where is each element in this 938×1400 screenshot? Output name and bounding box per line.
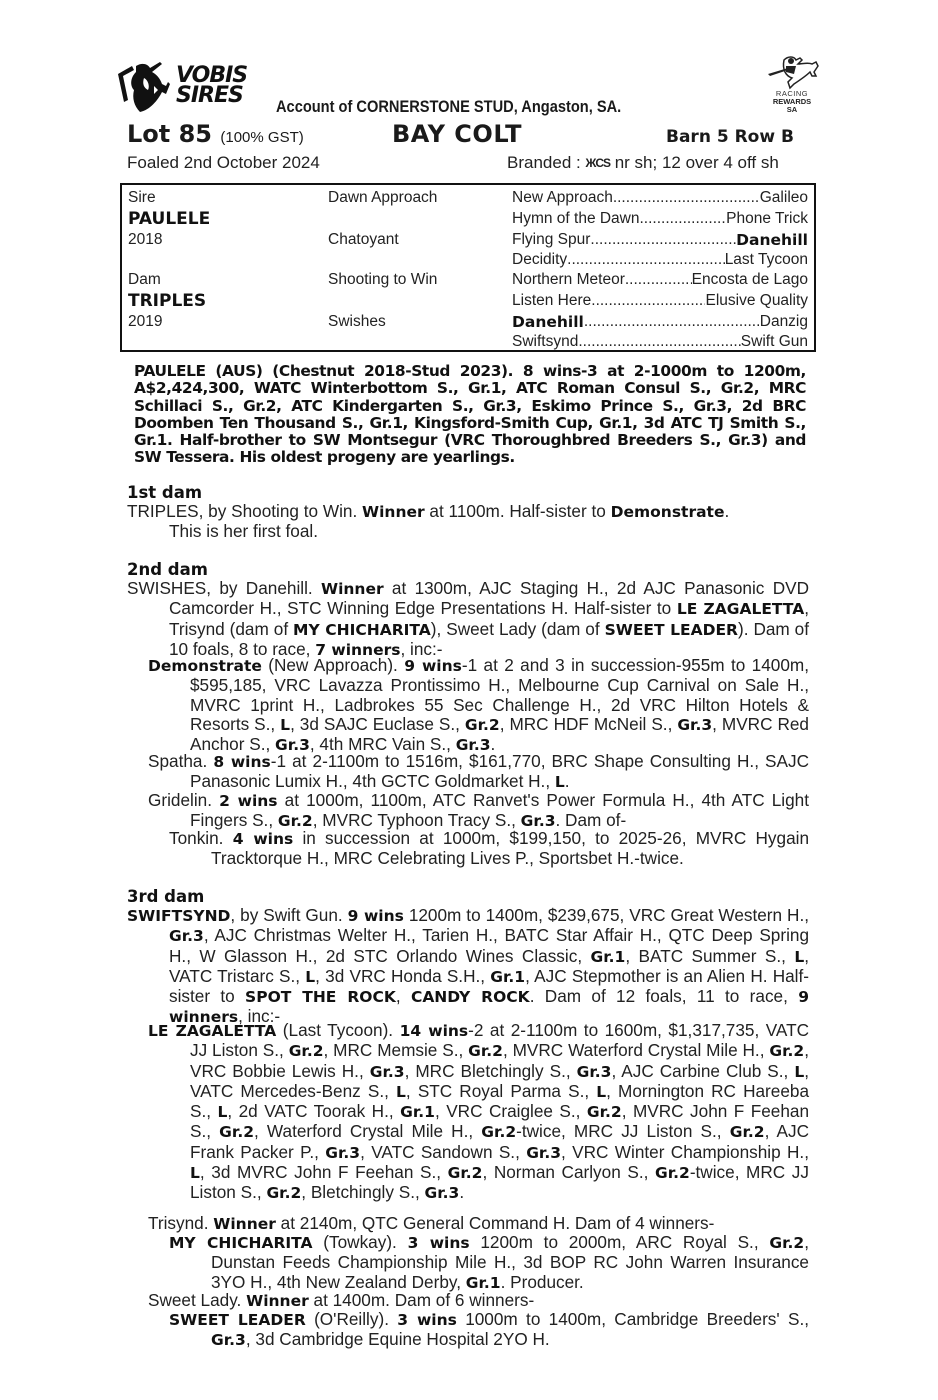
barn-location: Barn 5 Row B [666, 127, 794, 147]
racing-rewards-sa-logo [760, 54, 824, 124]
lot-number [127, 120, 304, 148]
first-dam-text [127, 502, 811, 542]
vendor-account: Account of CORNERSTONE STUD, Angaston, SA. [276, 97, 622, 116]
lot-label: Lot 85 [127, 120, 213, 148]
progeny-sweet-leader: SWEET LEADER (O'Reilly). 3 wins 1000m to 1400m, Cambridge Breeders' S., Gr.3, 3d Cambridge Equine Hospital 2YO H. [169, 1309, 809, 1350]
dam-sire: Shooting to Win [328, 271, 438, 288]
progeny-trisynd: Trisynd. Winner at 2140m, QTC General Command H. Dam of 4 winners- [148, 1213, 715, 1233]
brand-details [507, 153, 779, 173]
gen3-row: Hymn of the Dawn ..... Phone Trick [512, 209, 808, 229]
foaling-date: Foaled 2nd October 2024 [127, 153, 320, 172]
sire-year: 2018 [128, 231, 163, 248]
sire-sire: Dawn Approach [328, 189, 438, 206]
first-dam-line: TRIPLES, by Shooting to Win. Winner at 1100m. Half-sister to Demonstrate. [127, 501, 730, 521]
third-dam-heading: 3rd dam [127, 887, 205, 906]
progeny-gridelin: Gridelin. 2 wins at 1000m, 1100m, ATC Ranvet's Power Formula H., 4th ATC Light Fingers S., Gr.2, MVRC Typhoon Tracy S., Gr.3. Dam of- [148, 790, 810, 831]
logo-sa: SA [786, 105, 798, 114]
branded-label: Branded : [507, 153, 581, 172]
gst-note: (100% GST) [220, 129, 304, 146]
gen3-row: Northern Meteor ..... Encosta de Lago [512, 270, 808, 290]
branded-text: nr sh; 12 over 4 off sh [614, 153, 779, 172]
sire-summary: PAULELE (AUS) (Chestnut 2018-Stud 2023). 8 wins-3 at 2-1000m to 1200m, A$2,424,300, WATC Winterbottom S., Gr.1, ATC Roman Consul S., Gr.2, MRC Schillaci S., Gr.2, ATC Kindergarten S., Gr.3, Eskimo Prince S., Gr.3, 2d BRC Doomben Ten Thousand S., Gr.1, Kingsford-Smith Cup, Gr.1, 3d ATC TJ Smith S., Gr.1. Half-brother to SW Montsegur (VRC Thoroughbred Breeders S., Gr.3) and SW Tessera. His oldest progeny are yearlings. [134, 362, 806, 467]
horse-description: BAY COLT [392, 120, 523, 148]
gen3-row: New Approach ..... Galileo [512, 188, 808, 208]
dam-dam: Swishes [328, 313, 386, 330]
sire-dam: Chatoyant [328, 231, 399, 248]
racehorse-icon [764, 54, 820, 90]
third-dam-text: SWIFTSYND, by Swift Gun. 9 wins 1200m to 1400m, $239,675, VRC Great Western H., Gr.3, AJC Christmas Welter H., Tarien H., BATC Star Affair H., QTC Deep Spring H., W Glasson H., 2d STC Orlando Wines Classic, Gr.1, BATC Summer S., L, VATC Tristarc S., L, 3d VRC Honda S.H., Gr.1, AJC Stepmother is an Alien H. Half-sister to SPOT THE ROCK, CANDY ROCK. Dam of 12 foals, 11 to race, 9 winners, inc:- [127, 905, 810, 1027]
first-dam-heading: 1st dam [127, 483, 203, 502]
progeny-sweet-lady: Sweet Lady. Winner at 1400m. Dam of 6 winners- [148, 1290, 535, 1310]
progeny-demonstrate: Demonstrate (New Approach). 9 wins-1 at 2 and 3 in succession-955m to 1400m, $595,185, VRC Lavazza Prontissimo H., Melbourne Cup Carnival on Sale H., MVRC 1print H., Ladbrokes 55 Sec Challenge H., 2d VRC Hilton Hotels & Resorts S., L, 3d SAJC Euclase S., Gr.2, MRC HDF McNeil S., Gr.3, MVRC Red Anchor S., Gr.3, 4th MRC Vain S., Gr.3. [148, 655, 809, 755]
progeny-spatha: Spatha. 8 wins-1 at 2-1100m to 1516m, $161,770, BRC Shape Consulting H., SAJC Panasonic Lumix H., 4th GCTC Goldmarket H., L. [148, 751, 809, 792]
progeny-my-chicharita: MY CHICHARITA (Towkay). 3 wins 1200m to 2000m, ARC Royal S., Gr.2, Dunstan Feeds Championship Mile H., 3d BOP RC John Warren Insurance 3YO H., 4th New Zealand Derby, Gr.1. Producer. [169, 1232, 809, 1292]
pedigree-box [120, 183, 816, 352]
gen3-row: Decidity ..... Last Tycoon [512, 250, 808, 270]
second-dam-heading: 2nd dam [127, 560, 208, 579]
gen3-row: Danehill ..... Danzig [512, 312, 808, 332]
logo-rewards: REWARDS [772, 97, 812, 106]
first-dam-line: This is her first foal. [169, 521, 318, 542]
logo-line-2: SIRES [176, 83, 243, 108]
gen3-row: Swiftsynd ..... Swift Gun [512, 332, 808, 352]
jockey-horse-icon [114, 60, 172, 114]
sire-label: Sire [128, 189, 156, 206]
dam-label: Dam [128, 271, 161, 288]
logo-line-1: VOBIS [176, 63, 248, 88]
gen3-row: Listen Here ..... Elusive Quality [512, 291, 808, 311]
dam-year: 2019 [128, 313, 163, 330]
gen3-row: Flying Spur ..... Danehill [512, 230, 808, 250]
progeny-tonkin: Tonkin. 4 wins in succession at 1000m, $199,150, to 2025-26, MVRC Hygain Tracktorque H., MRC Celebrating Lives P., Sportsbet H.-twice. [169, 828, 810, 869]
logo-racing: RACING [775, 89, 809, 98]
vobis-sires-logo [114, 58, 254, 116]
second-dam-text: SWISHES, by Danehill. Winner at 1300m, AJC Staging H., 2d AJC Panasonic DVD Camcorder H., STC Winning Edge Presentations H. Half-sister to LE ZAGALETTA, Trisynd (dam of MY CHICHARITA), Sweet Lady (dam of SWEET LEADER). Dam of 10 foals, 8 to race, 7 winners, inc:- [127, 578, 810, 659]
dam-name: TRIPLES [128, 291, 207, 311]
sire-name: PAULELE [128, 209, 211, 229]
progeny-le-zagaletta: LE ZAGALETTA (Last Tycoon). 14 wins-2 at 2-1100m to 1600m, $1,317,735, VATC JJ Liston S., Gr.2, MRC Memsie S., Gr.2, MVRC Waterford Crystal Mile H., Gr.2, VRC Bobbie Lewis H., Gr.3, MRC Bletchingly S., Gr.3, AJC Carbine Club S., L, VATC Mercedes-Benz S., L, STC Royal Parma S., L, Mornington RC Hareeba S., L, 2d VATC Toorak H., Gr.1, VRC Craiglee S., Gr.2, MVRC John F Feehan S., Gr.2, Waterford Crystal Mile H., Gr.2-twice, MRC JJ Liston S., Gr.2, AJC Frank Packer P., Gr.3, VATC Sandown S., Gr.3, VRC Winter Championship H., L, 3d MVRC John F Feehan S., Gr.2, Norman Carlyon S., Gr.2-twice, MRC JJ Liston S., Gr.2, Bletchingly S., Gr.3. [148, 1020, 810, 1203]
brand-mark-icon: ЖCS [585, 156, 610, 170]
